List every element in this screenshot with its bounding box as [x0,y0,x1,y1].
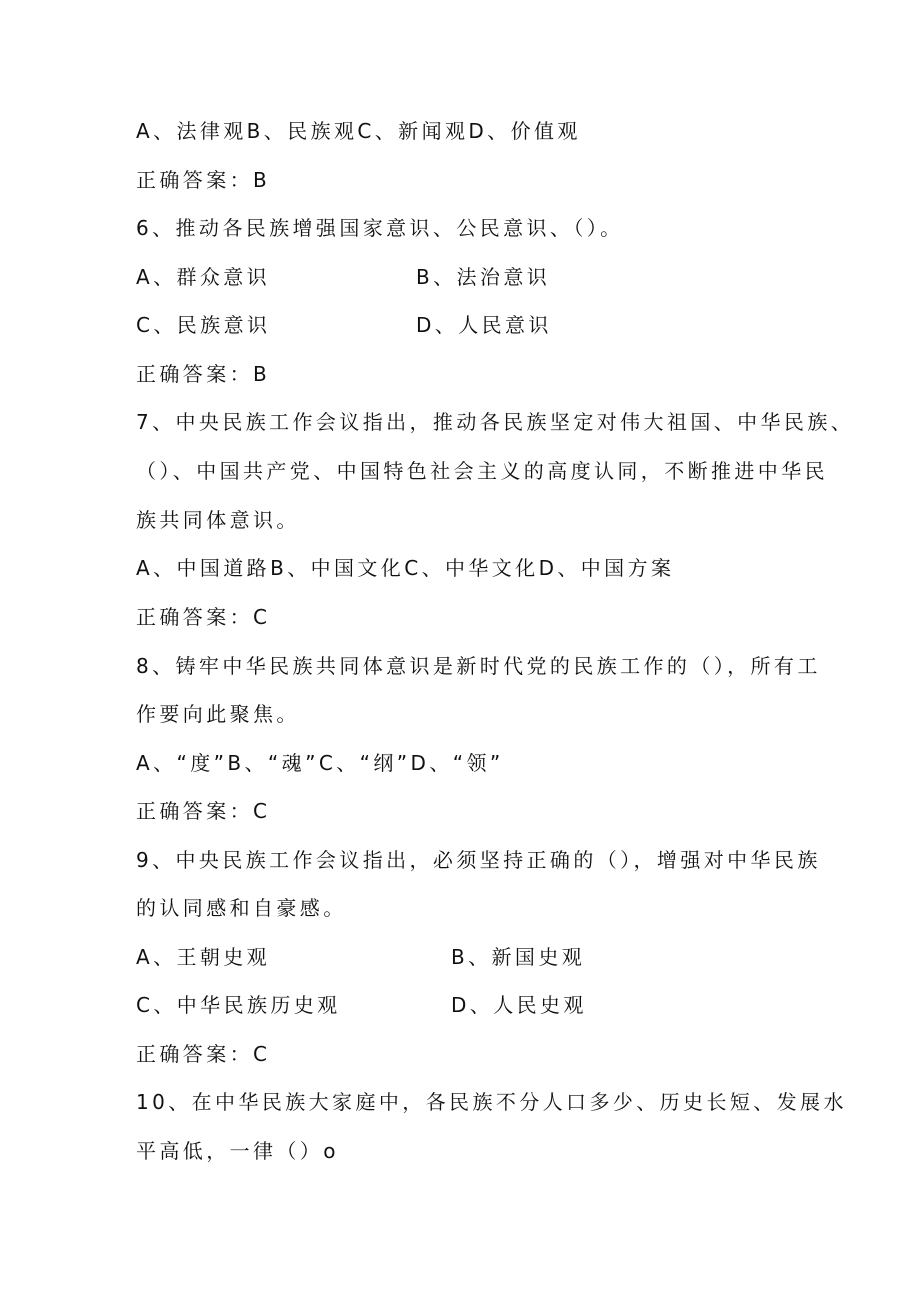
q8-stem-line1: 8、铸牢中华民族共同体意识是新时代党的民族工作的（），所有工 [136,654,821,678]
q9-option-b: B、新国史观 [451,945,586,969]
q9-stem-line1: 9、中央民族工作会议指出，必须坚持正确的（），增强对中华民族 [136,848,821,872]
q9-answer: 正确答案：C [136,1042,271,1066]
q7-stem-line1: 7、中央民族工作会议指出，推动各民族坚定对伟大祖国、中华民族、 [136,410,855,434]
q10-stem-line1: 10、在中华民族大家庭中，各民族不分人口多少、历史长短、发展水 [136,1090,847,1114]
q9-option-a: A、王朝史观 [136,945,271,969]
q6-option-d: D、人民意识 [416,313,552,337]
q8-answer: 正确答案：C [136,799,271,823]
q7-answer: 正确答案：C [136,605,271,629]
q9-option-d: D、人民史观 [451,993,587,1017]
q9-option-c: C、中华民族历史观 [136,993,341,1017]
q6-answer: 正确答案：B [136,362,271,386]
q10-stem-line2: 平高低，一律（）o [136,1139,339,1163]
q6-stem: 6、推动各民族增强国家意识、公民意识、（）。 [136,216,624,240]
q7-stem-line2: （）、中国共产党、中国特色社会主义的高度认同，不断推进中华民 [136,459,828,483]
q5-answer: 正确答案：B [136,168,271,192]
q6-option-c: C、民族意识 [136,313,271,337]
q6-option-a: A、群众意识 [136,265,271,289]
q6-option-b: B、法治意识 [416,265,551,289]
q5-options: A、法律观B、民族观C、新闻观D、价值观 [136,119,581,143]
q7-stem-line3: 族共同体意识。 [136,508,300,532]
q8-options: A、“度”B、“魂”C、“纲”D、“领” [136,751,504,775]
q9-stem-line2: 的认同感和自豪感。 [136,896,347,920]
q8-stem-line2: 作要向此聚焦。 [136,702,300,726]
q7-options: A、中国道路B、中国文化C、中华文化D、中国方案 [136,556,675,580]
